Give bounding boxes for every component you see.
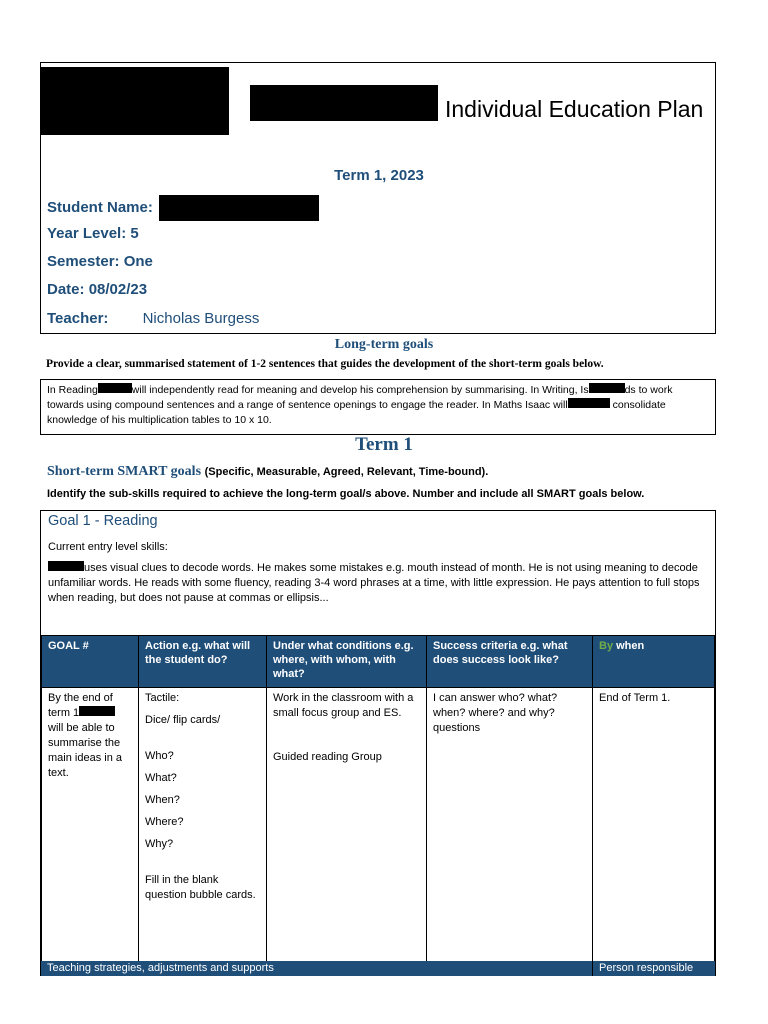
date-line [47, 281, 147, 298]
long-term-text-d: consolidate knowledge of his multiplication tables to 10 x 10. [47, 399, 666, 426]
entry-level-text [48, 561, 708, 606]
redacted-name [79, 706, 115, 716]
long-term-goals-box [40, 379, 716, 435]
table-footer-row [41, 961, 715, 976]
teacher-label: Teacher: [47, 310, 109, 327]
goal-1-box [40, 510, 716, 976]
col-conditions: Under what conditions e.g. where, with whom, with what? [267, 636, 427, 688]
cell-by-when: End of Term 1. [593, 688, 715, 963]
action-item: Dice/ flip cards/ [145, 714, 221, 726]
action-item: Why? [145, 838, 174, 850]
entry-level-body: uses visual clues to decode words. He makes some mistakes e.g. mouth instead of month. He is not using meaning to decode unfamiliar words. He reads with some fluency, reading 3-4 word phrases at a time, with little expression. He pays attention to full stops when reading, but does not pause at commas or ellipsis... [48, 562, 700, 604]
semester-label: Semester: [47, 253, 120, 270]
date-value: 08/02/23 [88, 281, 148, 298]
goal-1-title: Goal 1 - Reading [48, 513, 158, 529]
long-term-instruction: Provide a clear, summarised statement of 1-2 sentences that guides the development of the short-term goals below. [46, 358, 604, 370]
action-item: Fill in the blank question bubble cards. [145, 874, 256, 901]
date-label: Date: [47, 281, 85, 298]
long-term-text-b: will independently read for meaning and develop his comprehension by summarising. In Writing, Is [131, 384, 589, 396]
term-heading: Term 1 [355, 434, 413, 455]
teacher-line [47, 310, 259, 327]
cell-conditions [267, 688, 427, 963]
table-header-row [42, 636, 715, 688]
goal-text-b: will be able to summarise the main ideas in a text. [48, 722, 122, 779]
smart-goals-title: Short-term SMART goals [47, 464, 202, 479]
condition-2: Guided reading Group [273, 751, 382, 763]
redacted-name [568, 398, 610, 408]
col-when: when [613, 640, 645, 652]
goal-text-a: By the end of term 1 [48, 692, 113, 719]
year-level-label: Year Level: [47, 225, 127, 242]
cell-goal [42, 688, 139, 963]
teacher-value: Nicholas Burgess [142, 310, 260, 327]
page-title: Individual Education Plan [445, 96, 704, 122]
action-item: Who? [145, 750, 174, 762]
condition-1: Work in the classroom with a small focus group and ES. [273, 692, 414, 719]
col-by: By [599, 640, 614, 652]
term-label: Term 1, 2023 [334, 167, 424, 184]
action-item: What? [145, 772, 177, 784]
redacted-name [589, 383, 625, 393]
action-item: When? [145, 794, 180, 806]
redacted-name [48, 561, 84, 571]
semester-line [47, 253, 153, 270]
cell-action [139, 688, 267, 963]
redacted-school-name [250, 85, 438, 121]
redacted-name [98, 383, 132, 393]
long-term-text-a: In Reading [47, 384, 98, 396]
entry-level-label: Current entry level skills: [48, 541, 168, 553]
semester-value: One [123, 253, 153, 270]
redacted-student-name [159, 195, 319, 221]
student-name-label: Student Name: [47, 198, 153, 216]
action-item: Tactile: [145, 692, 180, 704]
smart-goals-heading [47, 463, 488, 480]
table-row [42, 688, 715, 963]
smart-goals-subtitle: (Specific, Measurable, Agreed, Relevant, Time-bound). [204, 466, 489, 478]
cell-success: I can answer who? what? when? where? and why? questions [427, 688, 593, 963]
action-item: Where? [145, 816, 184, 828]
person-responsible-label: Person responsible [592, 961, 693, 976]
col-goal: GOAL # [42, 636, 139, 688]
year-level-value: 5 [130, 225, 139, 242]
long-term-goals-title: Long-term goals [334, 337, 434, 352]
col-action: Action e.g. what will the student do? [139, 636, 267, 688]
year-level-line [47, 225, 139, 242]
redacted-logo [41, 67, 229, 135]
header-box [40, 62, 716, 334]
teaching-strategies-label: Teaching strategies, adjustments and supports [47, 962, 274, 974]
student-name-line [47, 195, 319, 221]
long-term-text-c: ds to work towards using compound sentences and a range of sentence openings to engage the reader. In Maths Isaac will [47, 384, 673, 411]
identify-instruction: Identify the sub-skills required to achieve the long-term goal/s above. Number and include all SMART goals below. [47, 488, 645, 500]
col-success: Success criteria e.g. what does success look like? [427, 636, 593, 688]
col-by-when [593, 636, 715, 688]
goal-table [41, 635, 715, 963]
